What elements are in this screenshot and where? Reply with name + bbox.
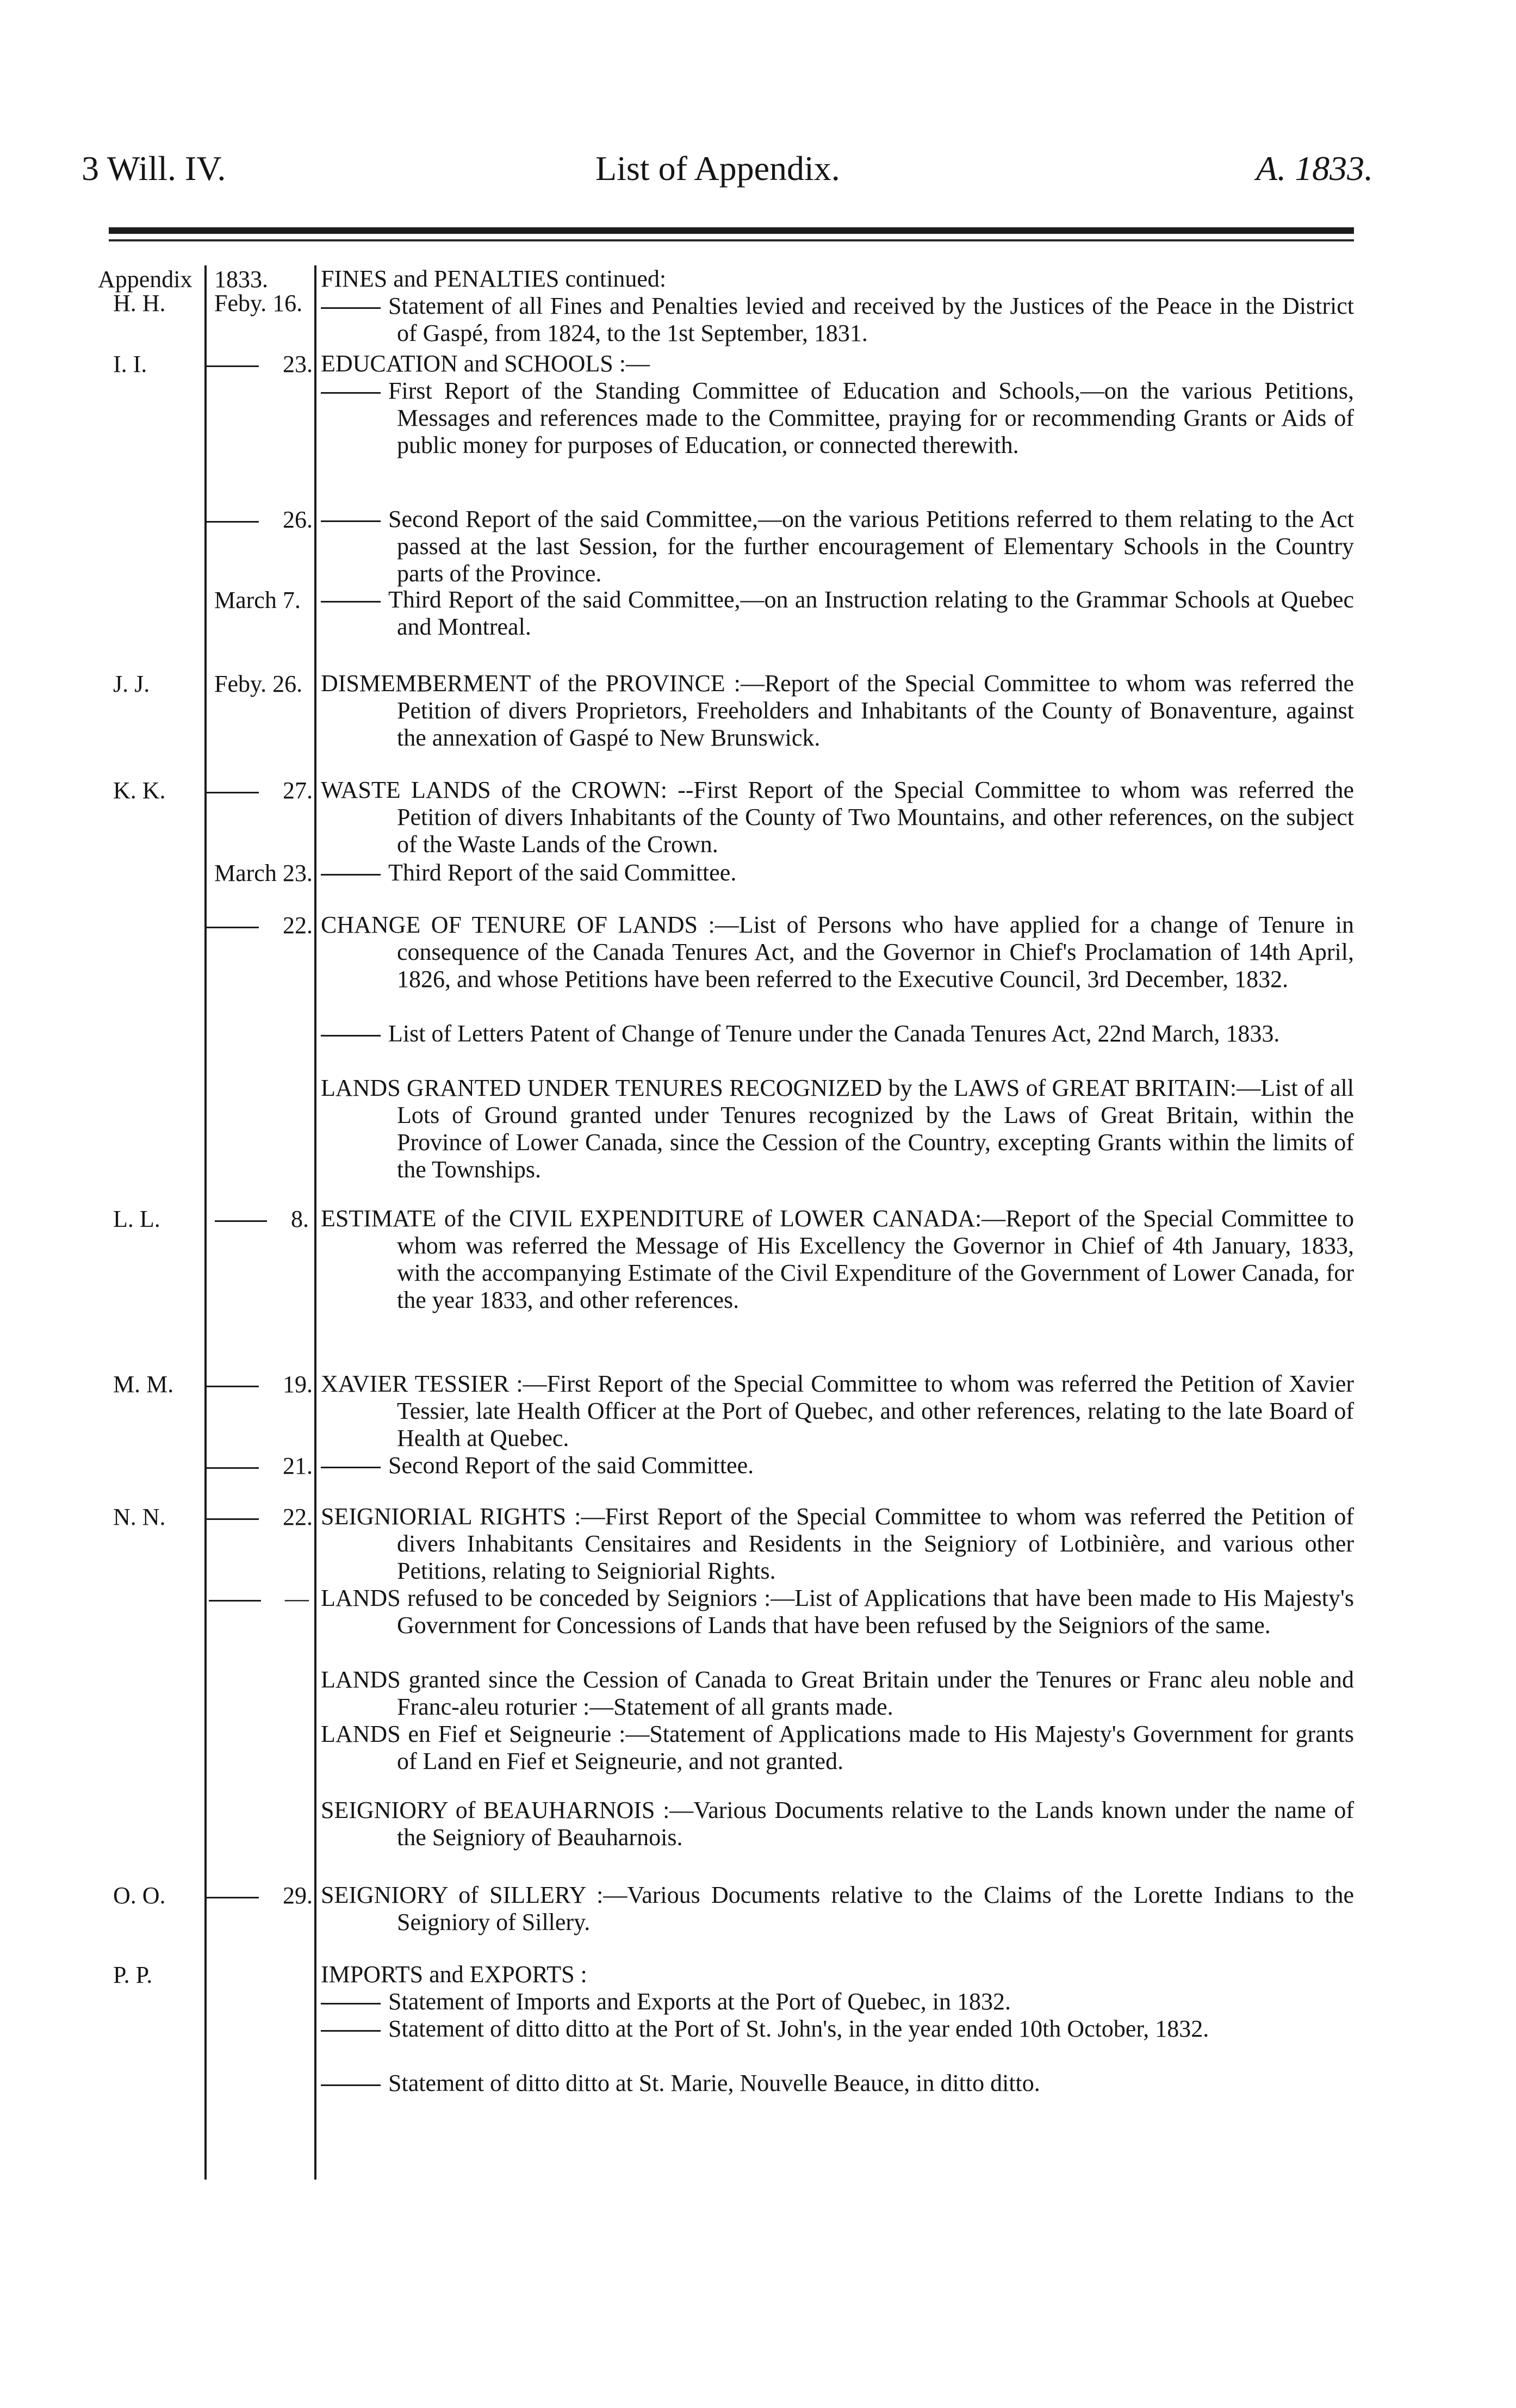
entry-date: 8.: [207, 1205, 309, 1233]
entry-date: 27.: [207, 777, 309, 805]
year-label: 1833.: [214, 266, 268, 293]
list-item: Statement of ditto ditto at the Port of St. John's, in the year ended 10th October, 1832.: [321, 2015, 1354, 2043]
dash-rule: [321, 1035, 381, 1037]
dash-rule: [321, 601, 381, 603]
appendix-letter: H. H.: [113, 290, 166, 316]
section-heading: EDUCATION and SCHOOLS :—: [321, 350, 650, 377]
entry-date: March 23.: [214, 860, 313, 886]
section-heading: IMPORTS and EXPORTS :: [321, 1961, 587, 1988]
list-item: WASTE LANDS of the CROWN: --First Report of the Special Committee to whom was referred the Petition of divers Inhabitants of the County of Two Mountains, and other references, on the subject of the Waste Lands of the Crown.: [321, 777, 1354, 858]
appendix-letter: I. I.: [113, 351, 147, 377]
appendix-letter: M. M.: [113, 1371, 174, 1398]
list-item: DISMEMBERMENT of the PROVINCE :—Report of the Special Committee to whom was referred the Petition of divers Proprietors, Freeholders and Inhabitants of the County of Bonaventure, against the annexation of Gaspé to New Brunswick.: [321, 670, 1354, 751]
column-rule-right: [314, 265, 316, 2180]
list-item: LANDS en Fief et Seigneurie :—Statement of Applications made to His Majesty's Government for grants of Land en Fief et Seigneurie, and not granted.: [321, 1721, 1354, 1774]
running-head-year: A. 1833.: [1256, 149, 1374, 188]
list-item: First Report of the Standing Committee of Education and Schools,—on the various Petitions, Messages and references made to the Committee, praying for or recommending Grants or Aids of public money for purposes of Education, or connected therewith.: [321, 377, 1354, 459]
list-item: Third Report of the said Committee,—on an Instruction relating to the Grammar Schools at Quebec and Montreal.: [321, 586, 1354, 641]
running-head-title: List of Appendix.: [595, 149, 840, 188]
dash-rule: [321, 520, 381, 522]
dash-rule: [321, 2084, 381, 2086]
appendix-letter: O. O.: [113, 1882, 166, 1909]
entry-date: 22.: [207, 1503, 309, 1531]
appendix-letter: N. N.: [113, 1504, 166, 1530]
list-item: Statement of Imports and Exports at the Port of Quebec, in 1832.: [321, 1988, 1354, 2015]
dash-rule: [321, 2030, 381, 2032]
list-item: Statement of all Fines and Penalties levied and received by the Justices of the Peace in the District of Gaspé, from 1824, to the 1st September, 1831.: [321, 293, 1354, 347]
list-item: List of Letters Patent of Change of Tenure under the Canada Tenures Act, 22nd March, 1833.: [321, 1020, 1354, 1047]
list-item: SEIGNIORIAL RIGHTS :—First Report of the Special Committee to whom was referred the Petition of divers Inhabitants Censitaires and Residents in the Seigniory of Lotbinière, and various other Petitions, relating to Seigniorial Rights.: [321, 1503, 1354, 1584]
list-item: CHANGE OF TENURE OF LANDS :—List of Persons who have applied for a change of Tenure in consequence of the Canada Tenures Act, and the Governor in Chief's Proclamation of 14th April, 1826, and whose Petitions have been referred to the Executive Council, 3rd December, 1832.: [321, 911, 1354, 992]
list-item: Statement of ditto ditto at St. Marie, Nouvelle Beauce, in ditto ditto.: [321, 2070, 1354, 2097]
dash-rule: [321, 2003, 381, 2004]
header-rule-thin: [109, 239, 1354, 241]
appendix-letter: K. K.: [113, 777, 166, 804]
entry-date: 21.: [207, 1452, 309, 1480]
entry-date: —: [207, 1585, 309, 1613]
list-item: SEIGNIORY of SILLERY :—Various Documents relative to the Claims of the Lorette Indians to the Seigniory of Sillery.: [321, 1882, 1354, 1935]
list-item: LANDS GRANTED UNDER TENURES RECOGNIZED by the LAWS of GREAT BRITAIN:—List of all Lots of Ground granted under Tenures recognized by the Laws of Great Britain, within the Province of Lower Canada, since the Cession of the Country, excepting Grants within the limits of the Townships.: [321, 1075, 1354, 1183]
entry-date: 19.: [207, 1370, 309, 1399]
entry-date: 29.: [207, 1882, 309, 1910]
list-item: LANDS granted since the Cession of Canada to Great Britain under the Tenures or Franc aleu noble and Franc-aleu roturier :—Statement of all grants made.: [321, 1666, 1354, 1720]
appendix-letter: P. P.: [113, 1962, 153, 1988]
dash-rule: [321, 307, 381, 309]
entry-date: March 7.: [214, 587, 301, 613]
list-item: ESTIMATE of the CIVIL EXPENDITURE of LOWER CANADA:—Report of the Special Committee to whom was referred the Message of His Excellency the Governor in Chief of 4th January, 1833, with the accompanying Estimate of the Civil Expenditure of the Government of Lower Canada, for the year 1833, and other references.: [321, 1205, 1354, 1313]
entry-date: 22.: [207, 911, 309, 940]
dash-rule: [321, 1467, 381, 1468]
dash-rule: [321, 392, 381, 394]
list-item: Second Report of the said Committee,—on the various Petitions referred to them relating to the Act passed at the last Session, for the further encouragement of Elementary Schools in the Country parts of the Province.: [321, 506, 1354, 587]
list-item: LANDS refused to be conceded by Seigniors :—List of Applications that have been made to His Majesty's Government for Concessions of Lands that have been refused by the Seigniors of the same.: [321, 1585, 1354, 1639]
list-item: XAVIER TESSIER :—First Report of the Special Committee to whom was referred the Petition of Xavier Tessier, late Health Officer at the Port of Quebec, and other references, relating to the late Board of Health at Quebec.: [321, 1370, 1354, 1451]
entry-date: Feby. 16.: [214, 290, 303, 316]
list-item: Second Report of the said Committee.: [321, 1452, 1354, 1479]
dash-rule: [321, 874, 381, 876]
appendix-letter: L. L.: [113, 1206, 160, 1232]
running-head-session: 3 Will. IV.: [82, 149, 226, 188]
entry-date: Feby. 26.: [214, 671, 303, 697]
appendix-column-label: Appendix: [98, 266, 192, 293]
list-item: Third Report of the said Committee.: [321, 859, 1354, 886]
section-heading: FINES and PENALTIES continued:: [321, 265, 667, 292]
appendix-letter: J. J.: [113, 671, 150, 697]
header-rule-thick: [109, 227, 1354, 234]
entry-date: 23.: [207, 350, 309, 378]
entry-date: 26.: [207, 506, 309, 534]
list-item: SEIGNIORY of BEAUHARNOIS :—Various Documents relative to the Lands known under the name of the Seigniory of Beauharnois.: [321, 1797, 1354, 1851]
